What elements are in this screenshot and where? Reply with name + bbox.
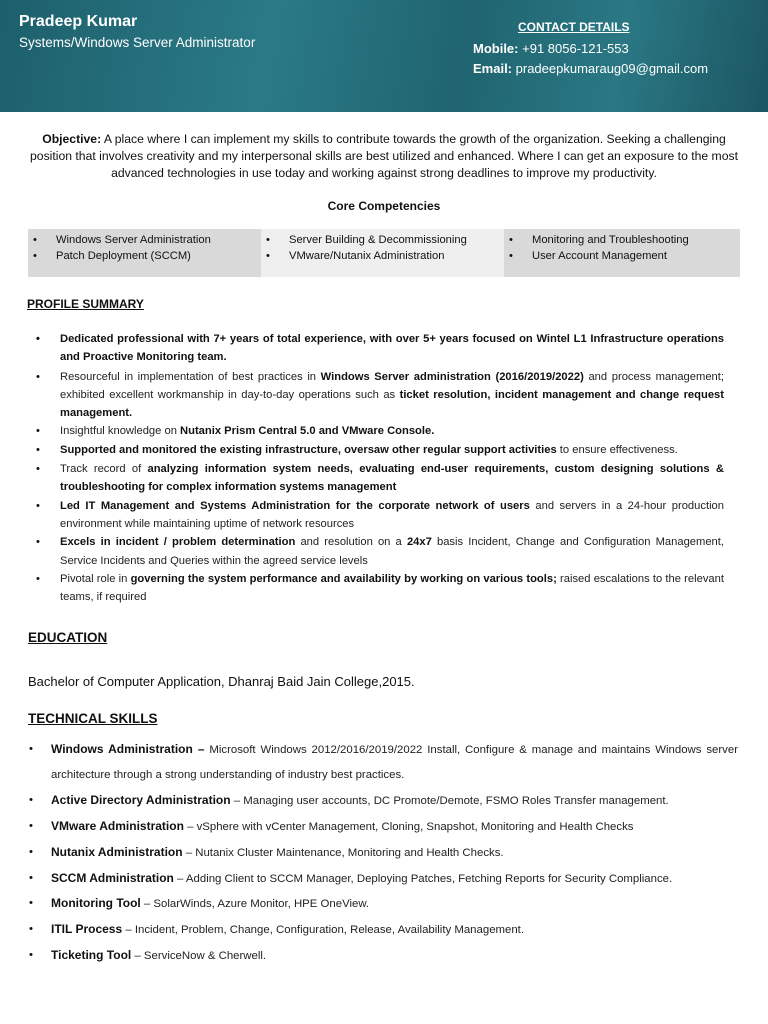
contact-details-title: CONTACT DETAILS [518, 20, 630, 34]
mobile-label: Mobile: [473, 41, 519, 56]
skill-description: – vSphere with vCenter Management, Cloning, Snapshot, Monitoring and Health Checks [183, 820, 634, 833]
summary-text: Insightful knowledge on [60, 425, 181, 438]
skill-description: – ServiceNow & Cherwell. [131, 950, 267, 963]
skill-description: – Nutanix Cluster Maintenance, Monitoring and Health Checks. [182, 846, 504, 859]
mobile-value: +91 8056-121-553 [522, 41, 629, 56]
education-entry: Bachelor of Computer Application, Dhanraj Baid Jain College,2015. [28, 674, 415, 689]
list-item [36, 570, 724, 607]
summary-highlight: ticket resolution, incident management and change request management. [60, 388, 724, 420]
resume-header [0, 0, 768, 112]
mobile-line [473, 41, 629, 56]
summary-text: basis Incident, Change and Configuration Management, Service Incidents and Queries within the agreed service levels [60, 536, 724, 567]
skill-name: SCCM Administration [51, 870, 174, 885]
competency-column [28, 229, 261, 277]
core-competencies-table [28, 229, 740, 277]
competency-item: • User Account Management [504, 248, 740, 264]
competency-item: • Windows Server Administration [28, 232, 261, 248]
skill-description: – Incident, Problem, Change, Configuration, Release, Availability Management. [122, 924, 525, 937]
summary-text: to ensure effectiveness. [556, 443, 678, 456]
skill-description: – SolarWinds, Azure Monitor, HPE OneView. [140, 898, 370, 911]
technical-skills-title: TECHNICAL SKILLS [28, 711, 158, 726]
list-item [28, 917, 738, 943]
list-item [28, 866, 738, 892]
objective-label: Objective: [42, 132, 102, 146]
competency-column [261, 229, 504, 277]
summary-highlight: governing the system performance and availability by working on various tools; [130, 572, 557, 585]
list-item [28, 943, 738, 969]
list-item [28, 737, 738, 788]
summary-text: Dedicated professional with 7+ years of total experience, with over 5+ years focused on Wintel L1 Infrastructure operations and Proactive Monitoring team. [60, 333, 724, 364]
summary-highlight: Excels in incident / problem determination [60, 536, 296, 549]
skill-description: – Adding Client to SCCM Manager, Deploying Patches, Fetching Reports for Security Compliance. [173, 872, 673, 885]
list-item [36, 460, 724, 497]
summary-text: raised escalations to the relevant teams, if required [60, 572, 724, 604]
candidate-role: Systems/Windows Server Administrator [19, 35, 256, 50]
list-item [36, 330, 724, 367]
skill-description: – Managing user accounts, DC Promote/Demote, FSMO Roles Transfer management. [230, 794, 669, 807]
summary-highlight: analyzing information system needs, evaluating end-user requirements, custom designing solutions & troubleshooting for complex information systems management [60, 463, 724, 494]
technical-skills-list [28, 737, 738, 969]
candidate-name: Pradeep Kumar [19, 13, 138, 30]
skill-name: Monitoring Tool [51, 896, 141, 911]
summary-text: Resourceful in implementation of best practices in [60, 370, 321, 383]
objective-text: A place where I can implement my skills to contribute towards the growth of the organization. Seeking a challenging position that involves creativity and my interpersonal skills are best utilized and enhanced. Where I can get an exposure to the most advanced technologies in use today and working against strong deadlines to improve my productivity. [30, 132, 738, 180]
competency-item: • VMware/Nutanix Administration [261, 248, 504, 264]
list-item [36, 533, 724, 570]
skill-name: ITIL Process [51, 922, 123, 937]
skill-name: VMware Administration [51, 818, 184, 833]
summary-highlight: Windows Server administration (2016/2019/2022) [320, 370, 584, 383]
skill-name: Ticketing Tool [51, 948, 132, 963]
summary-highlight: Nutanix Prism Central 5.0 and VMware Console. [180, 425, 435, 438]
email-line [473, 61, 708, 76]
summary-highlight: 24x7 [406, 536, 432, 549]
list-item [28, 840, 738, 866]
competency-item: • Server Building & Decommissioning [261, 232, 504, 248]
skill-name: Windows Administration – [51, 742, 205, 756]
summary-text: Pivotal role in [60, 572, 131, 585]
objective-paragraph [30, 131, 738, 182]
skill-name: Nutanix Administration [51, 844, 183, 859]
list-item [36, 441, 724, 459]
summary-text: and servers in a 24-hour production environment while maintaining uptime of network resources [60, 499, 724, 530]
profile-summary-list [36, 330, 724, 606]
list-item [36, 497, 724, 534]
list-item [36, 368, 724, 423]
core-competencies-title: Core Competencies [327, 199, 441, 213]
skill-name: Active Directory Administration [51, 792, 231, 807]
competency-item: • Monitoring and Troubleshooting [504, 232, 740, 248]
education-title: EDUCATION [28, 630, 108, 645]
list-item [36, 422, 724, 440]
list-item [28, 891, 738, 917]
email-value[interactable]: pradeepkumaraug09@gmail.com [515, 61, 709, 76]
summary-text: and resolution on a [295, 536, 407, 549]
summary-highlight: Supported and monitored the existing infrastructure, oversaw other regular support activities [60, 443, 557, 456]
summary-text: Track record of [60, 463, 148, 476]
list-item [28, 788, 738, 814]
profile-summary-title: PROFILE SUMMARY [27, 297, 144, 311]
summary-highlight: Led IT Management and Systems Administration for the corporate network of users [60, 499, 530, 512]
competency-column [504, 229, 740, 277]
summary-text: and process management; exhibited excellent workmanship in day-to-day operations such as [60, 370, 724, 401]
skill-description: Microsoft Windows 2012/2016/2019/2022 Install, Configure & manage and maintains Windows server architecture through a strong understanding of industry best practices. [51, 744, 738, 781]
competency-item: • Patch Deployment (SCCM) [28, 248, 261, 264]
list-item [28, 814, 738, 840]
email-label: Email: [473, 61, 513, 76]
